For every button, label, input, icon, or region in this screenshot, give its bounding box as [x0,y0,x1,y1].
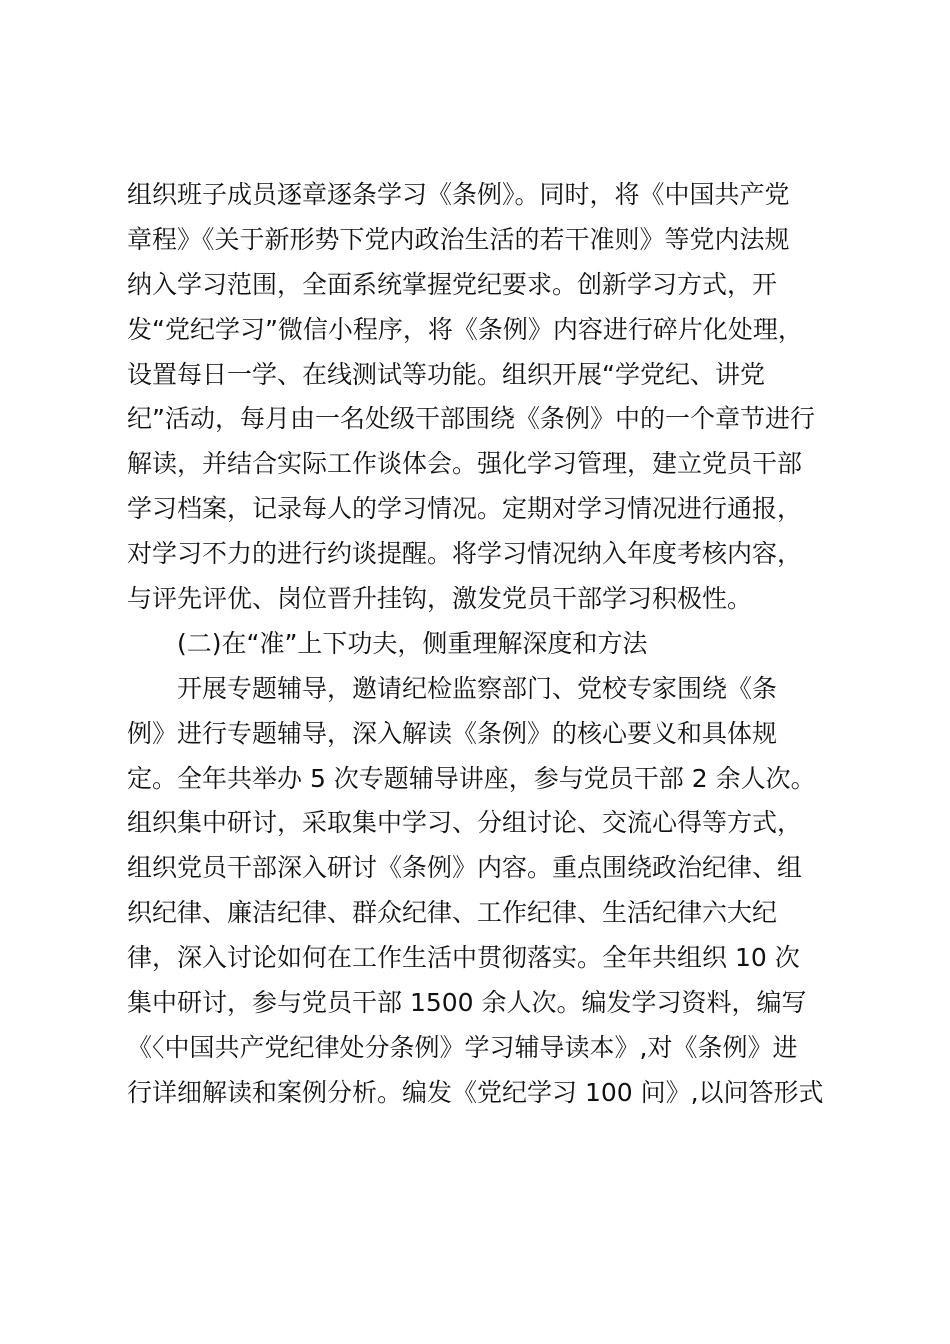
text-line: 学习档案，记录每人的学习情况。定期对学习情况进行通报， [127,494,803,524]
text-line: 例》进行专题辅导，深入解读《条例》的核心要义和具体规 [127,718,778,748]
text-line: 纪”活动，每月由一名处级干部围绕《条例》中的一个章节进行 [127,404,815,434]
section-heading: (二)在“准”上下功夫，侧重理解深度和方法 [177,628,648,658]
text-line: 开展专题辅导，邀请纪检监察部门、党校专家围绕《条 [177,673,778,703]
text-line: 组织集中研讨，采取集中学习、分组讨论、交流心得等方式， [127,808,803,838]
text-line: 行详细解读和案例分析。编发《党纪学习 100 问》,以问答形式 [127,1077,824,1107]
text-line: 组织党员干部深入研讨《条例》内容。重点围绕政治纪律、组 [127,853,803,883]
text-line: 纳入学习范围，全面系统掌握党纪要求。创新学习方式，开 [127,269,778,299]
body-text [127,173,837,1116]
text-line: 解读，并结合实际工作谈体会。强化学习管理，建立党员干部 [127,449,803,479]
text-line: 章程》《关于新形势下党内政治生活的若干准则》等党内法规 [127,224,790,254]
text-line: 集中研讨，参与党员干部 1500 余人次。编发学习资料，编写 [127,988,807,1018]
text-line: 设置每日一学、在线测试等功能。组织开展“学党纪、讲党 [127,359,765,389]
text-line: 定。全年共举办 5 次专题辅导讲座，参与党员干部 2 余人次。 [127,763,816,793]
text-line: 《〈中国共产党纪律处分条例》学习辅导读本》,对《条例》进 [127,1032,798,1062]
text-line: 律，深入讨论如何在工作生活中贯彻落实。全年共组织 10 次 [127,943,800,973]
text-line: 织纪律、廉洁纪律、群众纪律、工作纪律、生活纪律六大纪 [127,898,778,928]
text-line: 对学习不力的进行约谈提醒。将学习情况纳入年度考核内容， [127,539,803,569]
text-line: 发“党纪学习”微信小程序，将《条例》内容进行碎片化处理， [127,314,803,344]
text-line: 与评先评优、岗位晋升挂钩，激发党员干部学习积极性。 [127,584,753,614]
text-line: 组织班子成员逐章逐条学习《条例》。同时，将《中国共产党 [127,180,790,209]
